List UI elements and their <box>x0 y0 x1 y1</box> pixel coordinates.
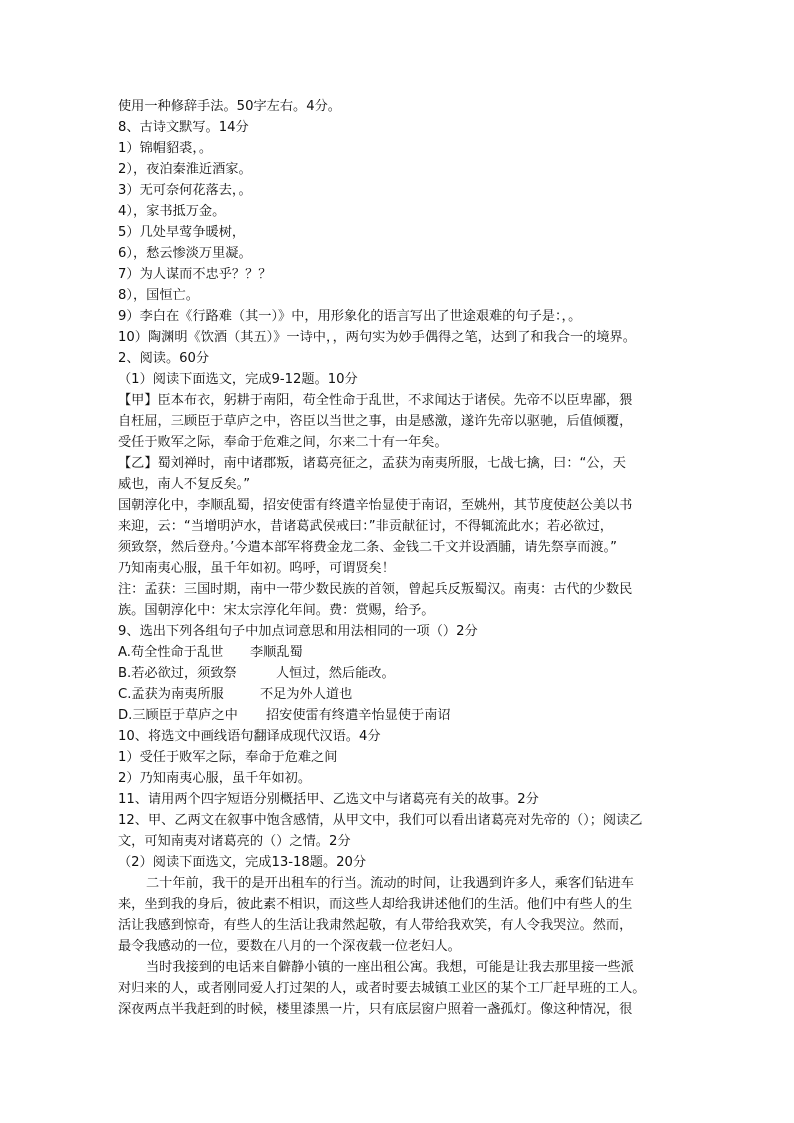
text-line: 5）几处早莺争暖树， <box>118 225 246 240</box>
option-d-right: 招安使雷有终遣辛怡显使于南诏 <box>266 708 451 723</box>
option-b-right: 人恒过，然后能改。 <box>276 666 395 681</box>
text-line: 威也，南人不复反矣。” <box>118 477 251 492</box>
text-line: 7）为人谋而不忠乎？？？ <box>118 267 272 282</box>
text-line: 乃知南夷心服，虽千年如初。呜呼，可谓贤矣！ <box>118 561 395 576</box>
option-c-right: 不足为外人道也 <box>260 687 353 702</box>
section-heading: 2、阅读。60分 <box>118 351 210 366</box>
paragraph-line: 活让我感到惊奇，有些人的生活让我肃然起敬，有人带给我欢笑，有人令我哭泣。然而， <box>118 918 633 933</box>
option-b <box>118 663 678 684</box>
text-line: 国朝淳化中，李顺乱蜀，招安使雷有终遣辛怡显使于南诏，至姚州，其节度使赵公美以书 <box>118 498 633 513</box>
text-line: 来迎，云：“当增明泸水，昔诸葛武侯戒曰：”非贡献征讨，不得辄流此水；若必欲过， <box>118 519 613 534</box>
text-line: 【甲】臣本布衣，躬耕于南阳，苟全性命于乱世，不求闻达于诸侯。先帝不以臣卑鄙，猥 <box>118 393 633 408</box>
option-c-left: C.孟获为南夷所服 <box>118 687 224 702</box>
text-line: 受任于败军之际，奉命于危难之间，尔来二十有一年矣。 <box>118 435 448 450</box>
paragraph-line: 二十年前，我干的是开出租车的行当。流动的时间，让我遇到许多人，乘客们钻进车 <box>146 876 634 891</box>
option-b-left: B.若必欲过，须致祭 <box>118 666 237 681</box>
option-c <box>118 684 678 705</box>
text-line: 6），愁云惨淡万里凝。 <box>118 246 252 261</box>
option-a-right: 李顺乱蜀 <box>250 645 303 660</box>
text-line: 2），夜泊秦淮近酒家。 <box>118 162 252 177</box>
text-line: 8），国恒亡。 <box>118 288 199 303</box>
question-heading: 10、将选文中画线语句翻译成现代汉语。4分 <box>118 729 381 744</box>
text-line: 4），家书抵万金。 <box>118 204 226 219</box>
document-body <box>118 96 678 1020</box>
text-line: 自枉屈，三顾臣于草庐之中，咨臣以当世之事，由是感激，遂许先帝以驱驰，后值倾覆， <box>118 414 633 429</box>
question-heading: 12、甲、乙两文在叙事中饱含感情，从甲文中，我们可以看出诸葛亮对先帝的（）；阅读乙 <box>118 813 643 828</box>
text-line: 须致祭，然后登舟。’今遣本部军将费金龙二条、金钱二千文并设酒脯，请先祭享而渡。” <box>118 540 617 555</box>
paragraph-line: 对归来的人，或者刚同爱人打过架的人，或者时要去城镇工业区的某个工厂赶早班的工人。 <box>118 981 646 996</box>
text-line: 9）李白在《行路难（其一）》中，用形象化的语言写出了世途艰难的句子是：，。 <box>118 309 582 324</box>
question-heading: 8、古诗文默写。14分 <box>118 120 249 135</box>
question-heading: 9、选出下列各组句子中加点词意思和用法相同的一项（）2分 <box>118 624 478 639</box>
note-line: 族。国朝淳化中：宋太宗淳化年间。费：赏赐，给予。 <box>118 603 435 618</box>
paragraph-line: 来，坐到我的身后，彼此素不相识，而这些人却给我讲述他们的生活。他们中有些人的生 <box>118 897 633 912</box>
question-heading: 11、请用两个四字短语分别概括甲、乙选文中与诸葛亮有关的故事。2分 <box>118 792 539 807</box>
subsection-heading: （1）阅读下面选文，完成9-12题。10分 <box>118 372 358 387</box>
text-line: 【乙】蜀刘禅时，南中诸郡叛，诸葛亮征之，孟获为南夷所服，七战七擒，曰：“公，天 <box>118 456 626 471</box>
paragraph-line: 最令我感动的一位，要数在八月的一个深夜载一位老妇人。 <box>118 939 461 954</box>
text-line: 3）无可奈何花落去，。 <box>118 183 252 198</box>
text-line: 10）陶渊明《饮酒（其五）》一诗中，，两句实为妙手偶得之笔，达到了和我合一的境界。 <box>118 330 636 345</box>
text-line: 1）受任于败军之际，奉命于危难之间 <box>118 750 338 765</box>
text-line: 1）锦帽貂裘，。 <box>118 141 213 156</box>
subsection-heading: （2）阅读下面选文，完成13-18题。20分 <box>118 855 367 870</box>
option-a-left: A.苟全性命于乱世 <box>118 645 224 660</box>
text-line: 2）乃知南夷心服，虽千年如初。 <box>118 771 312 786</box>
option-a <box>118 642 678 663</box>
text-line: 使用一种修辞手法。50字左右。4分。 <box>118 99 341 114</box>
option-d-left: D.三顾臣于草庐之中 <box>118 708 238 723</box>
option-d <box>118 705 678 726</box>
paragraph-line: 深夜两点半我赶到的时候，楼里漆黑一片，只有底层窗户照着一盏孤灯。像这种情况，很 <box>118 1002 633 1017</box>
note-line: 注：孟获：三国时期，南中一带少数民族的首领，曾起兵反叛蜀汉。南夷：古代的少数民 <box>118 582 633 597</box>
paragraph-line: 当时我接到的电话来自僻静小镇的一座出租公寓。我想，可能是让我去那里接一些派 <box>146 960 634 975</box>
text-line: 文，可知南夷对诸葛亮的（）之情。2分 <box>118 834 351 849</box>
